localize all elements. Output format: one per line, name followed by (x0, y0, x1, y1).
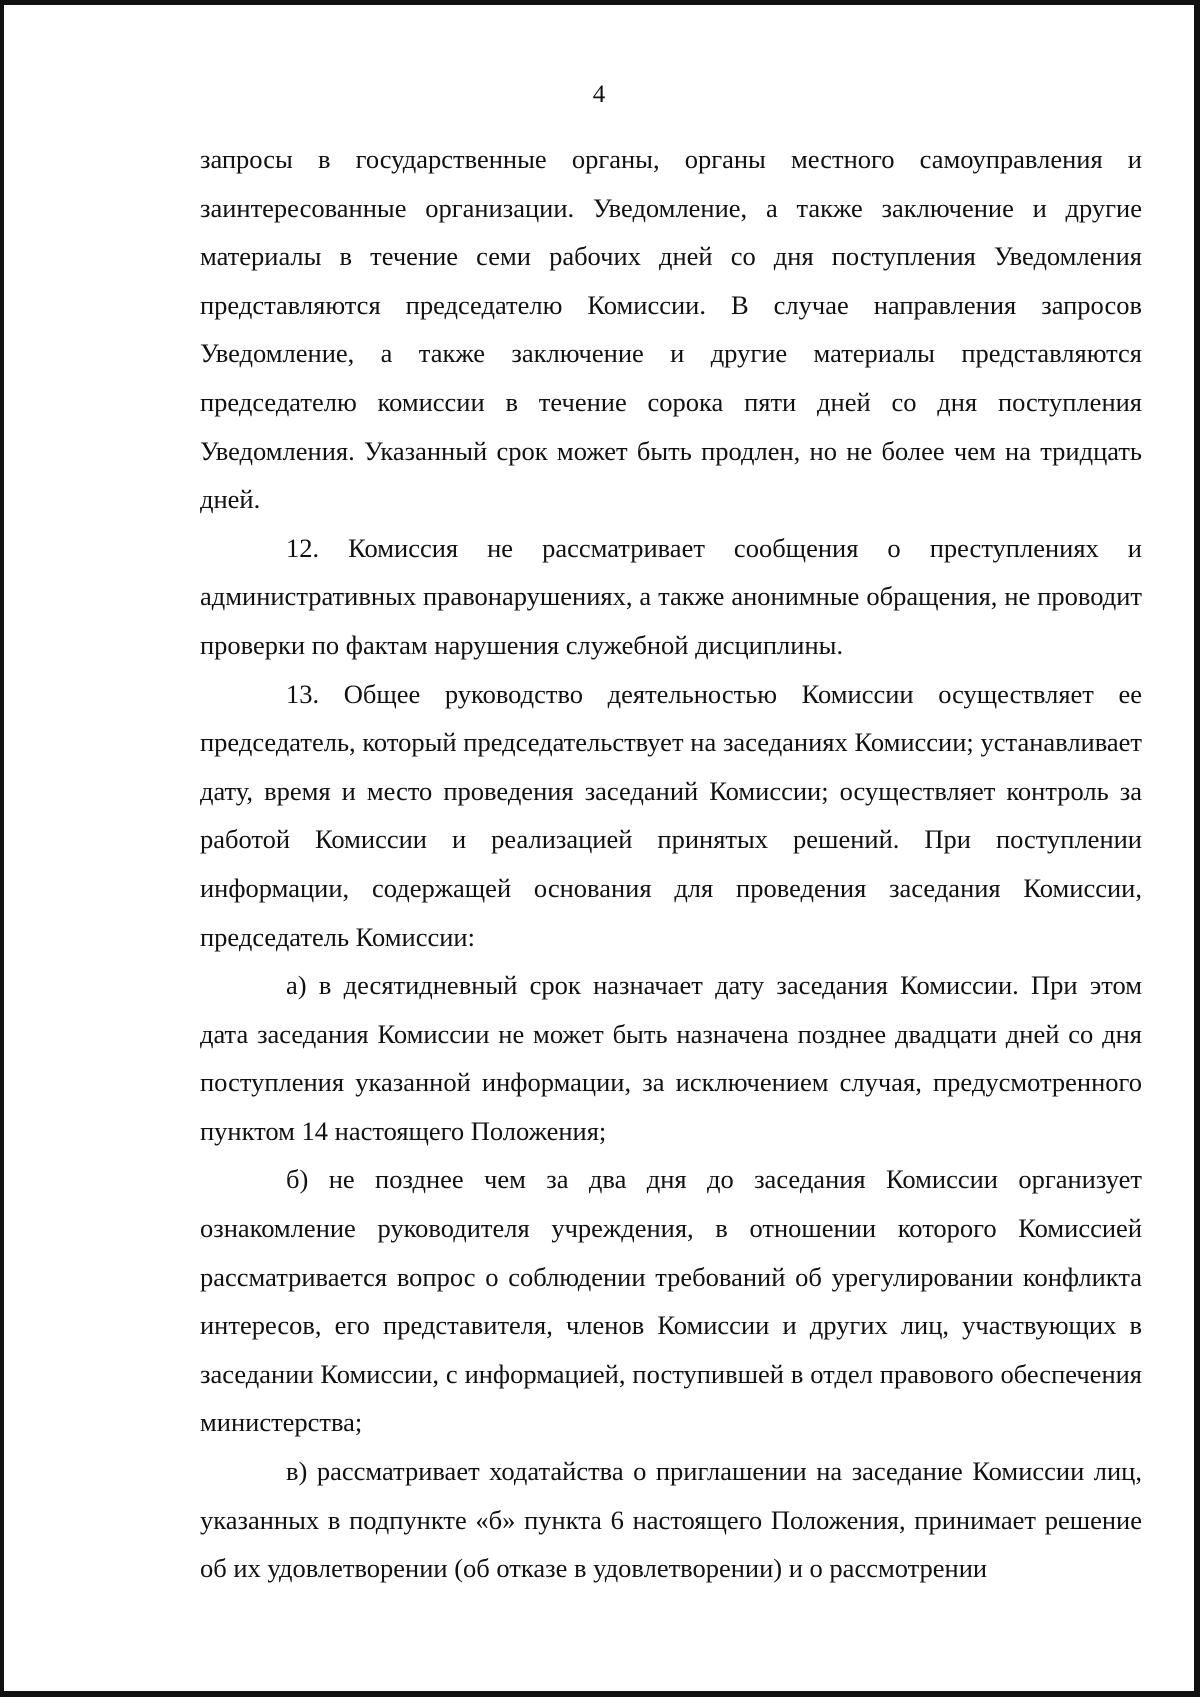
page-number: 4 (592, 81, 606, 108)
subparagraph-a: а) в десятидневный срок назначает дату заседания Комиссии. При этом дата заседания Комиссии не может быть назначена позднее двадцати дней со дня поступления указанной информации, за исключением случая, предусмотренного пунктом 14 настоящего Положения; (200, 970, 1142, 1146)
document-body (200, 135, 1142, 1593)
paragraph-13: 13. Общее руководство деятельностью Комиссии осуществляет ее председатель, который председательствует на заседаниях Комиссии; устанавливает дату, время и место проведения заседаний Комиссии; осуществляет контроль за работой Комиссии и реализацией принятых решений. При поступлении информации, содержащей основания для проведения заседания Комиссии, председатель Комиссии: (200, 678, 1142, 952)
subparagraph-b: б) не позднее чем за два дня до заседания Комиссии организует ознакомление руководителя учреждения, в отношении которого Комиссией рассматривается вопрос о соблюдении требований об урегулировании конфликта интересов, его представителя, членов Комиссии и других лиц, участвующих в заседании Комиссии, с информацией, поступившей в отдел правового обеспечения министерства; (200, 1164, 1142, 1438)
paragraph-continuation: запросы в государственные органы, органы местного самоуправления и заинтересованные организации. Уведомление, а также заключение и другие материалы в течение семи рабочих дней со дня поступления Уведомления представляются председателю Комиссии. В случае направления запросов Уведомление, а также заключение и другие материалы представляются председателю комиссии в течение сорока пяти дней со дня поступления Уведомления. Указанный срок может быть продлен, но не более чем на тридцать дней. (200, 144, 1142, 515)
paragraph-12: 12. Комиссия не рассматривает сообщения о преступлениях и административных правонарушениях, а также анонимные обращения, не проводит проверки по фактам нарушения служебной дисциплины. (200, 532, 1142, 660)
subparagraph-v: в) рассматривает ходатайства о приглашении на заседание Комиссии лиц, указанных в подпункте «б» пункта 6 настоящего Положения, принимает решение об их удовлетворении (об отказе в удовлетворении) и о рассмотрении (200, 1456, 1142, 1584)
